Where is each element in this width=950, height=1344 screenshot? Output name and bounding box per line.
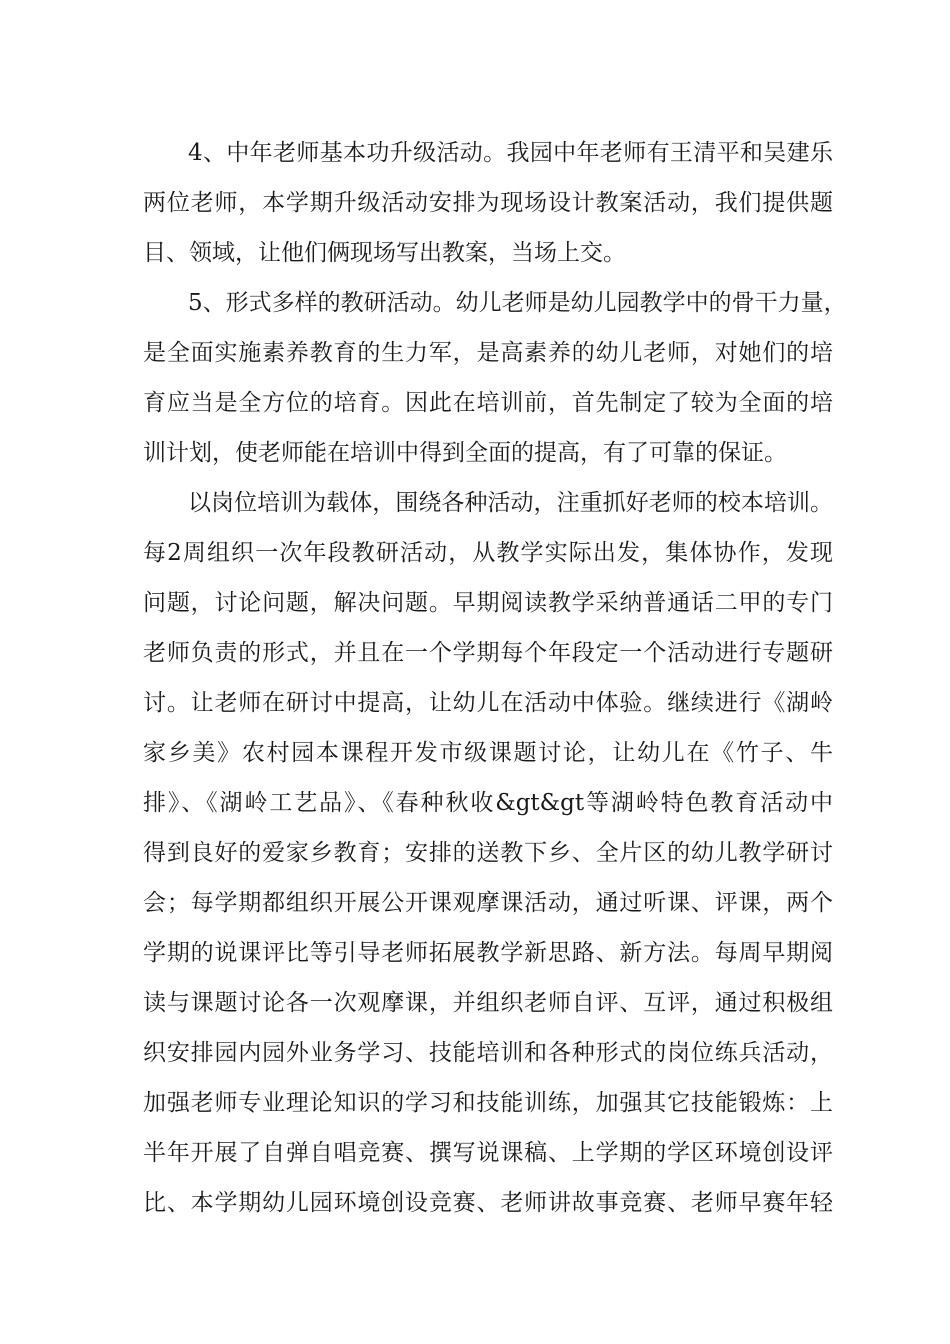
paragraph-6-line-4: 老师负责的形式，并且在一个学期每个年段定一个活动进行专题研 [143,640,833,666]
paragraph-6-line-6: 家乡美》农村园本课程开发市级课题讨论，让幼儿在《竹子、牛 [143,740,833,766]
paragraph-5-line-4: 训计划，使老师能在培训中得到全面的提高，有了可靠的保证。 [143,440,787,466]
paragraph-6-line-10: 学期的说课评比等引导老师拓展教学新思路、新方法。每周早期阅 [143,940,833,966]
paragraph-6-line-15: 比、本学期幼儿园环境创设竞赛、老师讲故事竞赛、老师早赛年轻 [143,1190,833,1216]
paragraph-4-line-1: 4、中年老师基本功升级活动。我园中年老师有王清平和吴建乐 [188,140,833,166]
paragraph-5-line-1: 5、形式多样的教研活动。幼儿老师是幼儿园教学中的骨干力量， [188,290,847,316]
paragraph-6-line-14: 半年开展了自弹自唱竞赛、撰写说课稿、上学期的学区环境创设评 [143,1140,833,1166]
paragraph-5-line-2: 是全面实施素养教育的生力军，是高素养的幼儿老师，对她们的培 [143,340,833,366]
paragraph-5-line-3: 育应当是全方位的培育。因此在培训前，首先制定了较为全面的培 [143,390,833,416]
paragraph-6-line-7: 排》、《湖岭工艺品》、《春种秋收&gt&gt等湖岭特色教育活动中 [143,790,833,816]
paragraph-6-line-11: 读与课题讨论各一次观摩课，并组织老师自评、互评，通过积极组 [143,990,833,1016]
paragraph-6-line-8: 得到良好的爱家乡教育；安排的送教下乡、全片区的幼儿教学研讨 [143,840,833,866]
paragraph-6-line-2: 每2周组织一次年段教研活动，从教学实际出发，集体协作，发现 [143,540,833,566]
paragraph-6-line-13: 加强老师专业理论知识的学习和技能训练，加强其它技能锻炼：上 [143,1090,833,1116]
paragraph-6-line-12: 织安排园内园外业务学习、技能培训和各种形式的岗位练兵活动， [143,1040,833,1066]
paragraph-6-line-5: 讨。让老师在研讨中提高，让幼儿在活动中体验。继续进行《湖岭 [143,690,833,716]
paragraph-4-line-2: 两位老师，本学期升级活动安排为现场设计教案活动，我们提供题 [143,190,833,216]
paragraph-6-line-9: 会；每学期都组织开展公开课观摩课活动，通过听课、评课，两个 [143,890,833,916]
paragraph-4-line-3: 目、领域，让他们俩现场写出教案，当场上交。 [143,240,626,266]
paragraph-6-line-1: 以岗位培训为载体，围绕各种活动，注重抓好老师的校本培训。 [188,490,833,516]
paragraph-6-line-3: 问题，讨论问题，解决问题。早期阅读教学采纳普通话二甲的专门 [143,590,833,616]
